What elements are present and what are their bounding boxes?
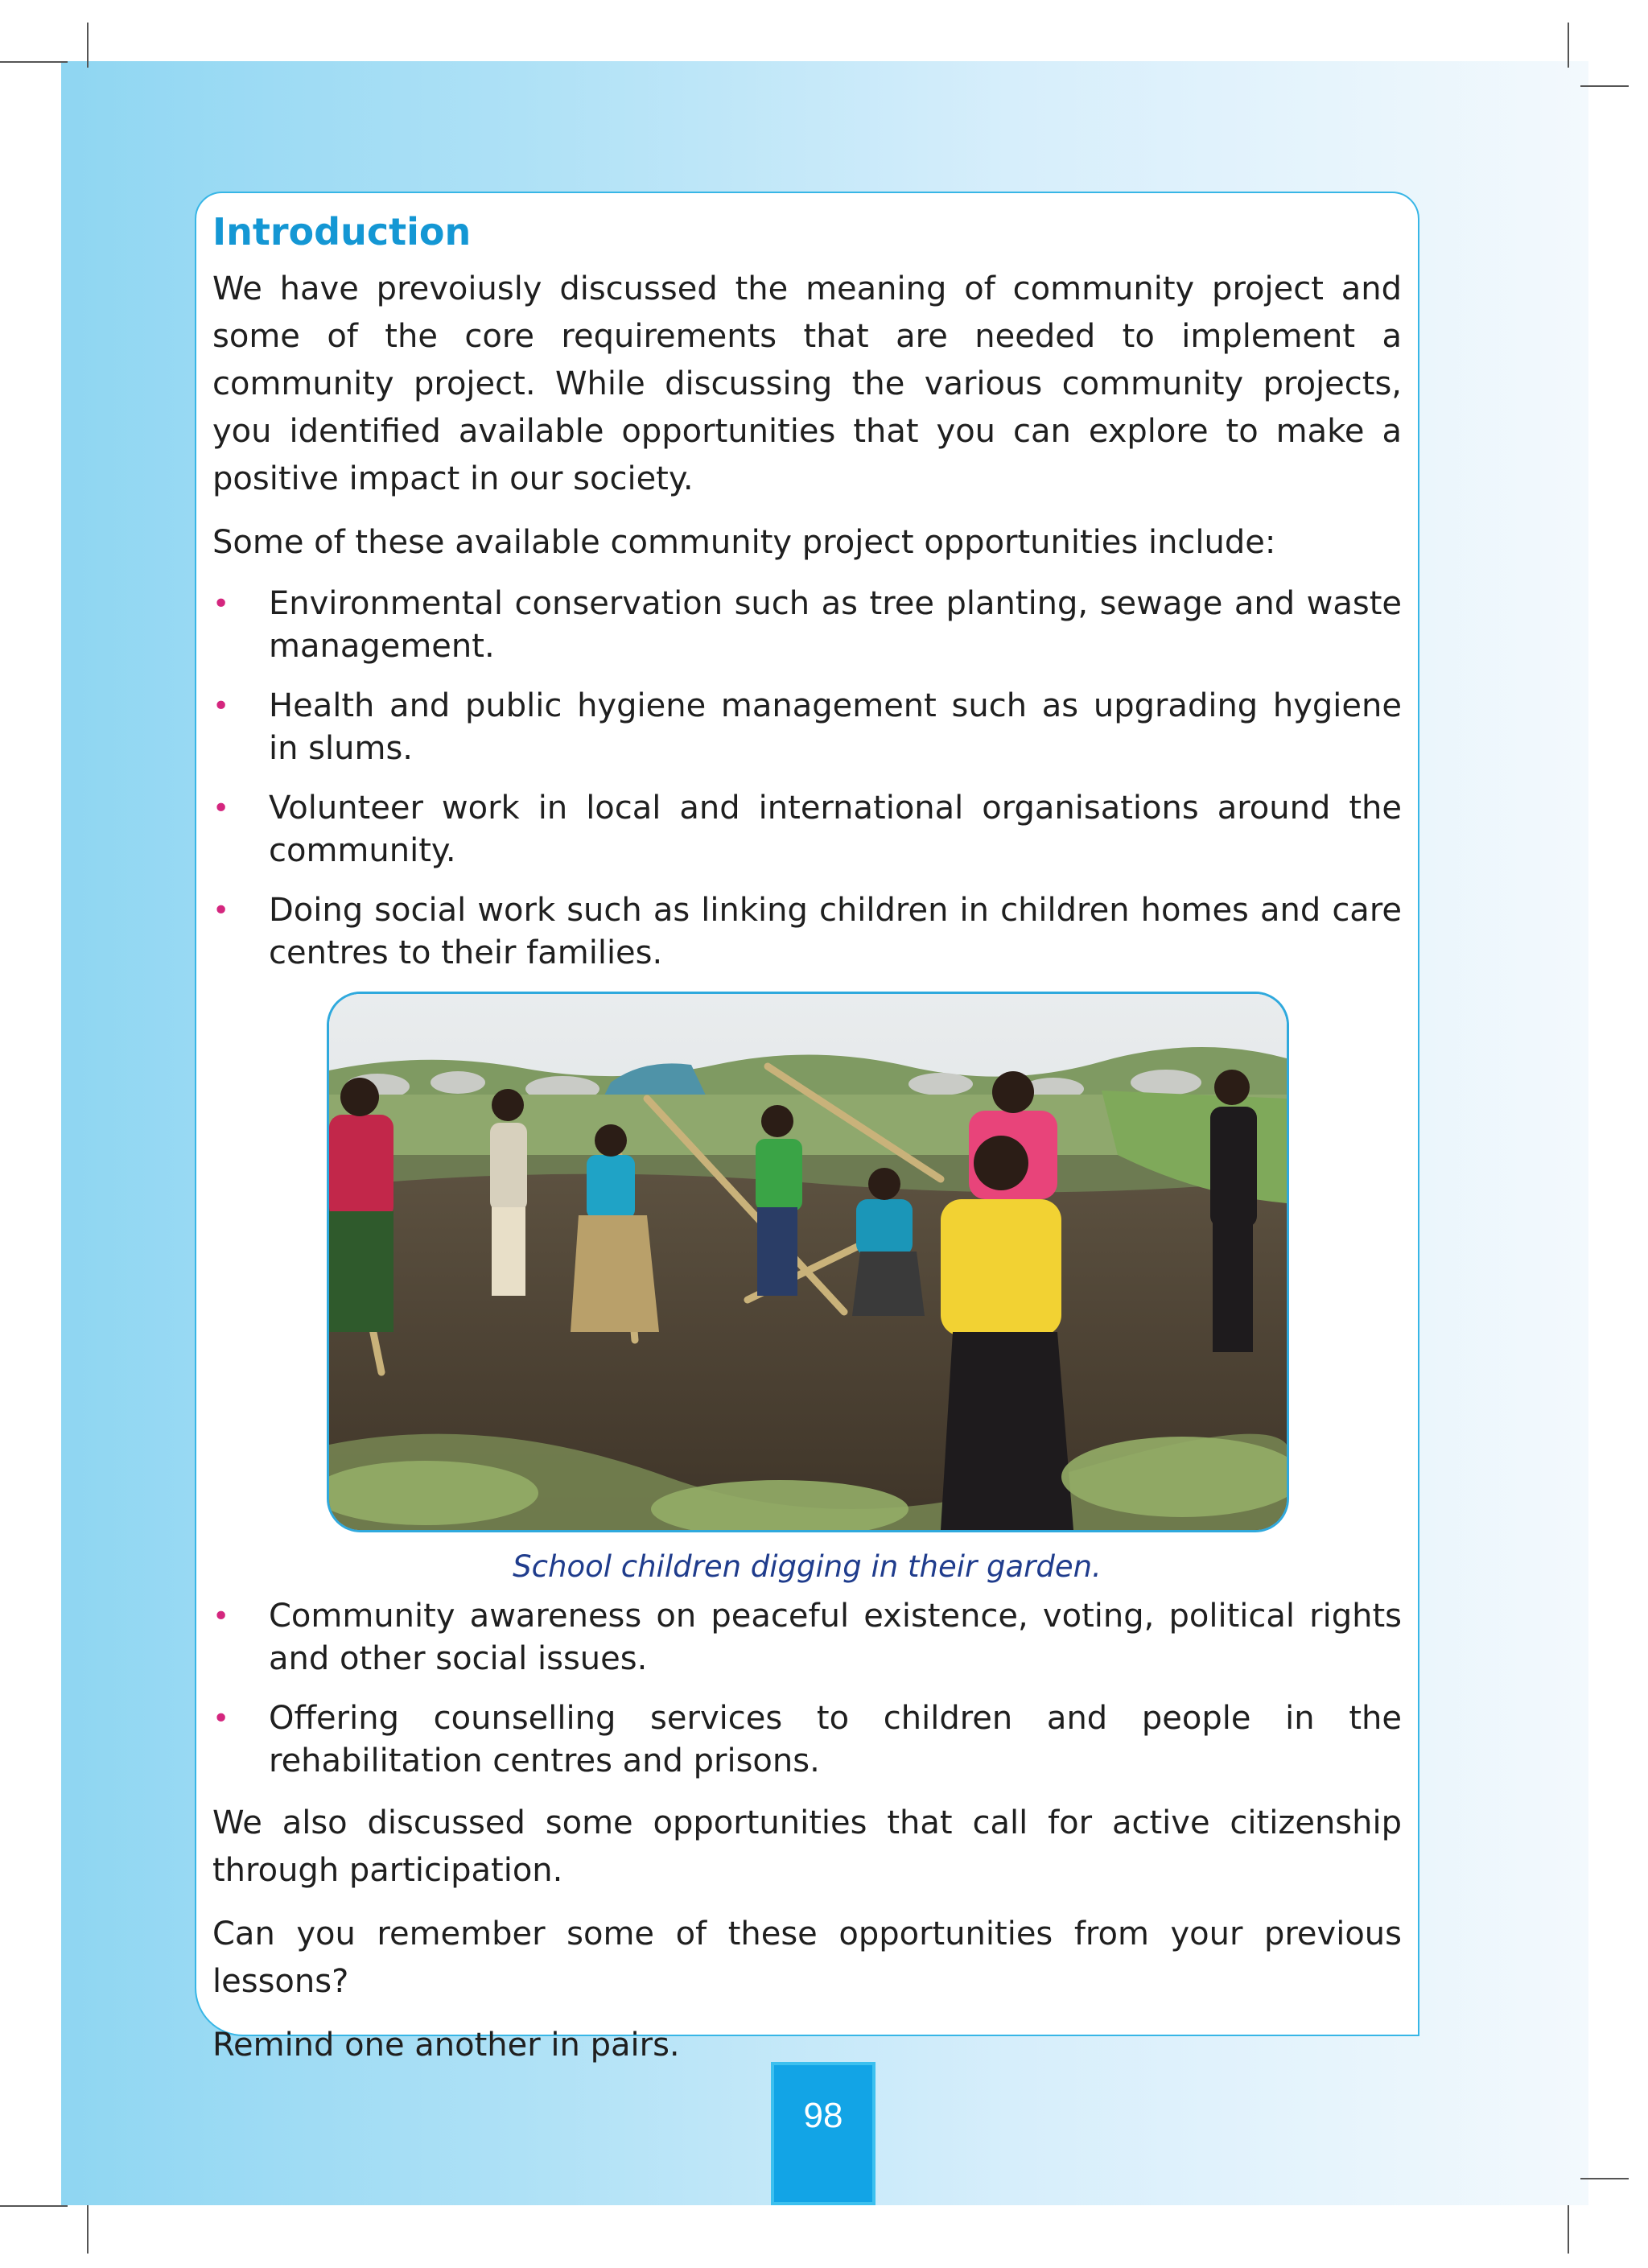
crop-mark (1568, 2205, 1569, 2254)
list-item-text: Volunteer work in local and international organisations around the community. (269, 790, 1402, 869)
list-item (212, 787, 1402, 872)
opportunity-list (212, 583, 1402, 975)
list-item (212, 1697, 1402, 1783)
crop-mark (0, 61, 68, 63)
opportunity-list-continued (212, 1595, 1402, 1783)
intro-paragraph: We have prevoiusly discussed the meaning of community project and some of the core requirements that are needed to implement a community project. While discussing the various community projects, you identified available opportunities that you can explore to make a positive impact in our society. (212, 270, 1402, 497)
instruction-paragraph: Remind one another in pairs. (212, 2027, 680, 2064)
garden-photo-illustration (329, 994, 1287, 1530)
list-item (212, 685, 1402, 770)
crop-mark (87, 2205, 89, 2254)
bullet-icon: • (212, 1600, 230, 1633)
list-item-text: Health and public hygiene management such as upgrading hygiene in slums. (269, 687, 1402, 767)
list-item-text: Doing social work such as linking children in children homes and care centres to their families. (269, 892, 1402, 971)
page-number: 98 (803, 2096, 843, 2135)
bullet-icon: • (212, 588, 230, 621)
page-content (212, 208, 1402, 2085)
crop-mark (0, 2205, 68, 2207)
list-item-text: Community awareness on peaceful existence, voting, political rights and other social issues. (269, 1598, 1402, 1677)
list-item-text: Offering counselling services to children and people in the rehabilitation centres and prisons. (269, 1700, 1402, 1779)
bullet-icon: • (212, 894, 230, 927)
list-item (212, 583, 1402, 668)
crop-mark (1568, 23, 1569, 68)
question-paragraph: Can you remember some of these opportunities from your previous lessons? (212, 1915, 1402, 2000)
list-item (212, 1595, 1402, 1680)
page-number-box (771, 2062, 876, 2205)
list-item (212, 889, 1402, 975)
list-item-text: Environmental conservation such as tree planting, sewage and waste management. (269, 585, 1402, 665)
garden-photo (327, 992, 1289, 1532)
crop-mark (87, 23, 89, 68)
crop-mark (1580, 2178, 1629, 2179)
participation-paragraph: We also discussed some opportunities that call for active citizenship through participation. (212, 1804, 1402, 1889)
bullet-icon: • (212, 792, 230, 825)
lead-paragraph: Some of these available community project opportunities include: (212, 524, 1276, 561)
section-heading: Introduction (212, 210, 472, 254)
crop-mark (1580, 85, 1629, 87)
bullet-icon: • (212, 690, 230, 723)
figure-caption: School children digging in their garden. (513, 1549, 1102, 1584)
bullet-icon: • (212, 1702, 230, 1735)
